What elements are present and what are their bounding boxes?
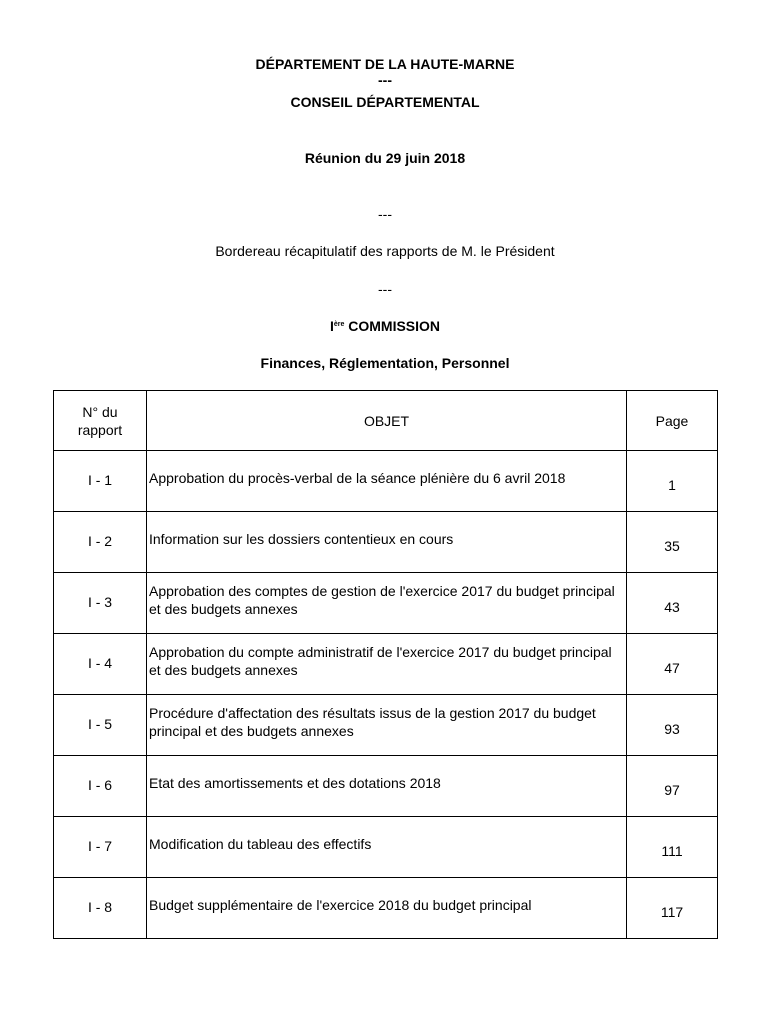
report-page: 47 bbox=[627, 634, 718, 695]
report-number: I - 2 bbox=[54, 512, 147, 573]
council-title: CONSEIL DÉPARTEMENTAL bbox=[290, 94, 480, 110]
column-header-page: Page bbox=[627, 391, 718, 451]
report-page: 35 bbox=[627, 512, 718, 573]
report-summary-title: Bordereau récapitulatif des rapports de M. le Président bbox=[215, 243, 555, 259]
report-number: I - 7 bbox=[54, 817, 147, 878]
report-number: I - 1 bbox=[54, 451, 147, 512]
commission-word: COMMISSION bbox=[348, 318, 441, 334]
table-row bbox=[54, 634, 718, 695]
report-number: I - 5 bbox=[54, 695, 147, 756]
report-number: I - 4 bbox=[54, 634, 147, 695]
table-row bbox=[54, 695, 718, 756]
commission-ordinal-suffix: ère bbox=[333, 321, 345, 328]
table-header-row bbox=[54, 391, 718, 451]
table-row bbox=[54, 451, 718, 512]
report-page: 97 bbox=[627, 756, 718, 817]
report-number: I - 6 bbox=[54, 756, 147, 817]
column-header-number: N° du rapport bbox=[54, 391, 147, 451]
report-object: Etat des amortissements et des dotations 2018 bbox=[147, 756, 627, 817]
report-number: I - 3 bbox=[54, 573, 147, 634]
commission-heading bbox=[0, 318, 770, 335]
header-separator: --- bbox=[378, 72, 392, 88]
report-object: Approbation des comptes de gestion de l'exercice 2017 du budget principal et des budgets annexes bbox=[147, 573, 627, 634]
table-row bbox=[54, 756, 718, 817]
table-row bbox=[54, 817, 718, 878]
table-row bbox=[54, 878, 718, 939]
report-page: 1 bbox=[627, 451, 718, 512]
report-object: Budget supplémentaire de l'exercice 2018 du budget principal bbox=[147, 878, 627, 939]
report-page: 43 bbox=[627, 573, 718, 634]
report-object: Approbation du procès-verbal de la séance plénière du 6 avril 2018 bbox=[147, 451, 627, 512]
column-header-object: OBJET bbox=[147, 391, 627, 451]
report-object: Information sur les dossiers contentieux en cours bbox=[147, 512, 627, 573]
meeting-date: Réunion du 29 juin 2018 bbox=[304, 150, 466, 166]
reports-table bbox=[53, 390, 718, 939]
table-row bbox=[54, 512, 718, 573]
commission-numeral: I bbox=[329, 318, 334, 334]
table-row bbox=[54, 573, 718, 634]
commission-topic: Finances, Réglementation, Personnel bbox=[260, 355, 510, 371]
separator-lower: --- bbox=[378, 281, 392, 297]
department-title: DÉPARTEMENT DE LA HAUTE-MARNE bbox=[255, 56, 515, 72]
report-object: Procédure d'affectation des résultats issus de la gestion 2017 du budget principal et des budgets annexes bbox=[147, 695, 627, 756]
separator-upper: --- bbox=[378, 206, 392, 222]
report-number: I - 8 bbox=[54, 878, 147, 939]
report-object: Approbation du compte administratif de l'exercice 2017 du budget principal et des budgets annexes bbox=[147, 634, 627, 695]
report-page: 117 bbox=[627, 878, 718, 939]
report-page: 93 bbox=[627, 695, 718, 756]
report-object: Modification du tableau des effectifs bbox=[147, 817, 627, 878]
report-page: 111 bbox=[627, 817, 718, 878]
